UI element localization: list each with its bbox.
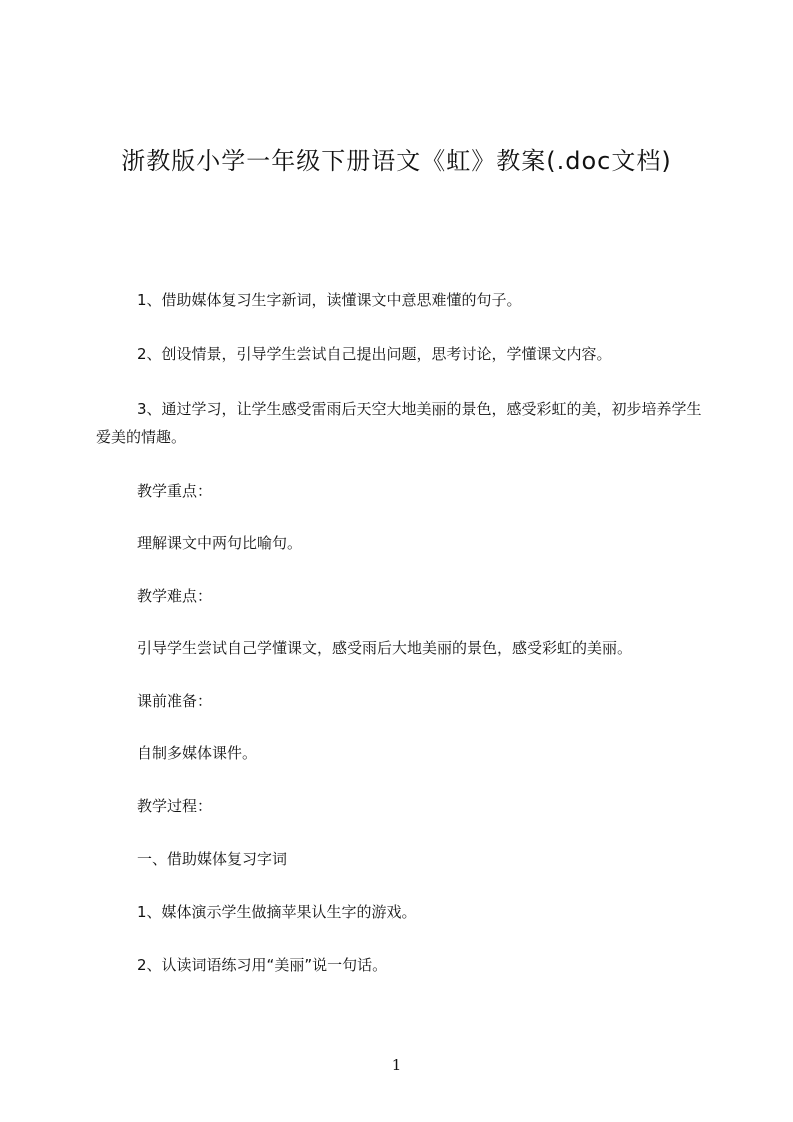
heading-process: 教学过程： [137,797,213,815]
section-heading-1: 一、借助媒体复习字词 [137,850,288,868]
heading-preparation: 课前准备： [137,692,213,710]
paragraph-objective-1: 1、借助媒体复习生字新词，读懂课文中意思难懂的句子。 [137,291,522,309]
paragraph-objective-2: 2、创设情景，引导学生尝试自己提出问题，思考讨论，学懂课文内容。 [137,345,612,363]
paragraph-difficulties: 引导学生尝试自己学懂课文，感受雨后大地美丽的景色，感受彩虹的美丽。 [137,639,633,657]
heading-key-points: 教学重点： [137,482,213,500]
heading-difficulties: 教学难点： [137,587,213,605]
paragraph-preparation: 自制多媒体课件。 [137,744,258,762]
step-2: 2、认读词语练习用“美丽”说一句话。 [137,956,388,974]
paragraph-objective-3: 3、通过学习，让学生感受雷雨后天空大地美丽的景色，感受彩虹的美，初步培养学生爱美的情趣。 [96,400,702,446]
step-1: 1、媒体演示学生做摘苹果认生字的游戏。 [137,903,417,921]
page-number: 1 [391,1056,402,1074]
paragraph-key-points: 理解课文中两句比喻句。 [137,534,303,552]
document-title: 浙教版小学一年级下册语文《虹》教案(.doc文档) [121,147,672,175]
